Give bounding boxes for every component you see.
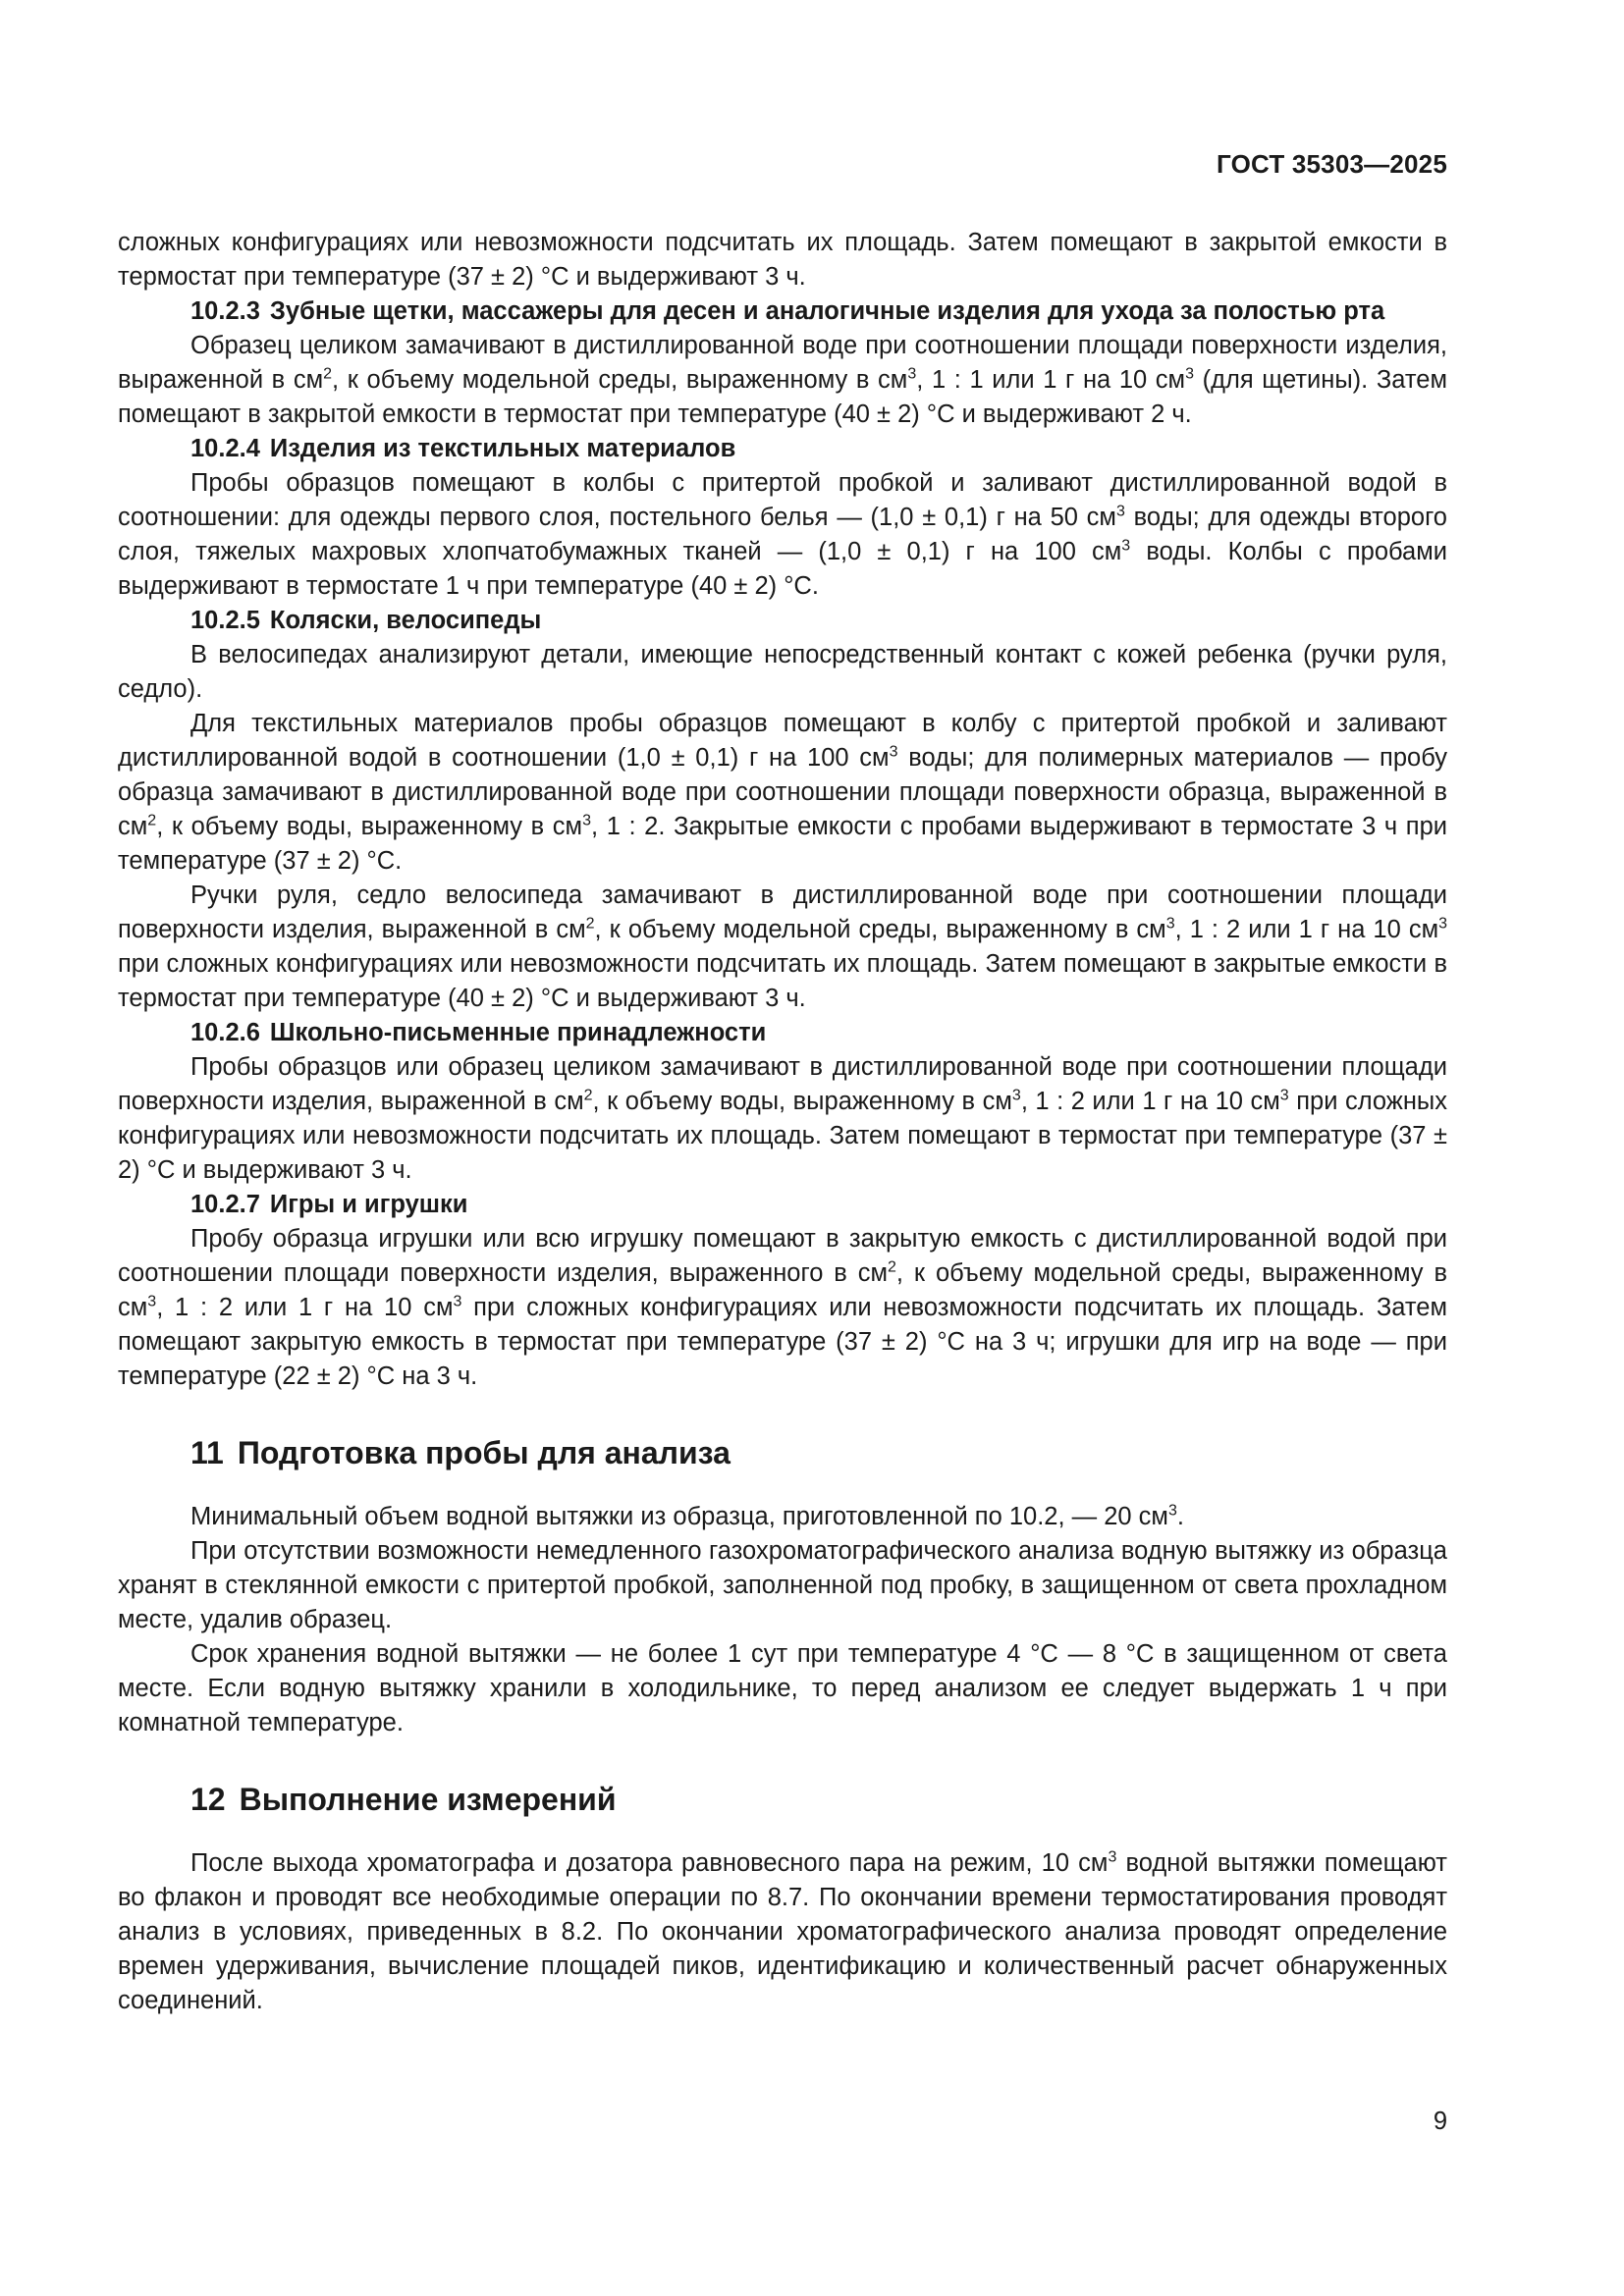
section-heading-12	[118, 1780, 1447, 1819]
subsection-number: 10.2.7	[190, 1191, 260, 1218]
subsection-heading-10-2-7	[118, 1188, 1447, 1222]
subsection-title: Изделия из текстильных материалов	[269, 435, 736, 462]
section-heading-11	[118, 1433, 1447, 1472]
subsection-title: Игры и игрушки	[269, 1191, 468, 1218]
page-number: 9	[1433, 2108, 1447, 2135]
section-number: 11	[190, 1435, 224, 1470]
subsection-heading-10-2-5	[118, 604, 1447, 638]
paragraph: Пробу образца игрушки или всю игрушку помещают в закрытую емкость с дистиллированной водой при соотношении площади поверхности изделия, выраженного в $см^2$, к объему модельной среды, выраженному в $см^3$, 1 : 2 или 1 г на 10 $см^3$ при сложных конфигурациях или невозможности подсчитать их площадь. Затем помещают закрытую емкость в термостат при температуре (37 ± 2) °С на 3 ч; игрушки для игр на воде — при температуре (22 ± 2) °С на 3 ч.	[118, 1225, 1447, 1390]
standard-designation: ГОСТ 35303—2025	[1217, 149, 1447, 179]
subsection-heading-10-2-4	[118, 432, 1447, 466]
paragraph: Для текстильных материалов пробы образцов помещают в колбу с притертой пробкой и заливают дистиллированной водой в соотношении (1,0 ± 0,1) г на 100 $см^3$ воды; для полимерных материалов — пробу образца замачивают в дистиллированной воде при соотношении площади поверхности образца, выраженной в $см^2$, к объему воды, выраженному в $см^3$, 1 : 2. Закрытые емкости с пробами выдерживают в термостате 3 ч при температуре (37 ± 2) °С.	[118, 710, 1448, 875]
paragraph: Срок хранения водной вытяжки — не более 1 сут при температуре 4 °С — 8 °С в защищенном от света месте. Если водную вытяжку хранили в холодильнике, то перед анализом ее следует выдержать 1 ч при комнатной температуре.	[118, 1640, 1447, 1736]
section-number: 12	[190, 1782, 226, 1817]
section-title: Выполнение измерений	[239, 1782, 617, 1817]
paragraph-continuation: сложных конфигурациях или невозможности подсчитать их площадь. Затем помещают в закрытой емкости в термостат при температуре (37 ± 2) °С и выдерживают 3 ч.	[118, 229, 1447, 291]
subsection-heading-10-2-3	[118, 294, 1447, 329]
page-body	[118, 226, 1447, 2018]
paragraph: Образец целиком замачивают в дистиллированной воде при соотношении площади поверхности изделия, выраженной в $см^2$, к объему модельной среды, выраженному в $см^3$, 1 : 1 или 1 г на 10 $см^3$ (для щетины). Затем помещают в закрытой емкости в термостат при температуре (40 ± 2) °С и выдерживают 2 ч.	[118, 332, 1447, 428]
subsection-number: 10.2.6	[190, 1019, 260, 1046]
subsection-title: Школьно-письменные принадлежности	[269, 1019, 767, 1046]
subsection-title: Коляски, велосипеды	[269, 607, 542, 634]
paragraph: Пробы образцов помещают в колбы с притертой пробкой и заливают дистиллированной водой в соотношении: для одежды первого слоя, постельного белья — (1,0 ± 0,1) г на 50 $см^3$ воды; для одежды второго слоя, тяжелых махровых хлопчатобумажных тканей — (1,0 ± 0,1) г на 100 $см^3$ воды. Колбы с пробами выдерживают в термостате 1 ч при температуре (40 ± 2) °С.	[118, 469, 1448, 600]
subsection-number: 10.2.4	[190, 435, 260, 462]
paragraph: Ручки руля, седло велосипеда замачивают в дистиллированной воде при соотношении площади поверхности изделия, выраженной в $см^2$, к объему модельной среды, выраженному в $см^3$, 1 : 2 или 1 г на 10 $см^3$ при сложных конфигурациях или невозможности подсчитать их площадь. Затем помещают в закрытые емкости в термостат при температуре (40 ± 2) °С и выдерживают 3 ч.	[118, 881, 1448, 1012]
paragraph: Минимальный объем водной вытяжки из образца, приготовленной по 10.2, — 20 $см^3$.	[190, 1502, 1184, 1530]
paragraph: После выхода хроматографа и дозатора равновесного пара на режим, 10 $см^3$ водной вытяжки помещают во флакон и проводят все необходимые операции по 8.7. По окончании времени термостатирования проводят анализ в условиях, приведенных в 8.2. По окончании хроматографического анализа проводят определение времен удерживания, вычисление площадей пиков, идентификацию и количественный расчет обнаруженных соединений.	[118, 1848, 1447, 2014]
subsection-title: Зубные щетки, массажеры для десен и аналогичные изделия для ухода за полостью рта	[269, 297, 1385, 325]
paragraph: Пробы образцов или образец целиком замачивают в дистиллированной воде при соотношении площади поверхности изделия, выраженной в $см^2$, к объему воды, выраженному в $см^3$, 1 : 2 или 1 г на 10 $см^3$ при сложных конфигурациях или невозможности подсчитать их площадь. Затем помещают в термостат при температуре (37 ± 2) °С и выдерживают 3 ч.	[118, 1053, 1448, 1184]
paragraph: При отсутствии возможности немедленного газохроматографического анализа водную вытяжку из образца хранят в стеклянной емкости с притертой пробкой, заполненной под пробку, в защищенном от света прохладном месте, удалив образец.	[118, 1537, 1447, 1633]
subsection-number: 10.2.3	[190, 297, 260, 325]
paragraph: В велосипедах анализируют детали, имеющие непосредственный контакт с кожей ребенка (ручки руля, седло).	[118, 641, 1447, 703]
section-title: Подготовка пробы для анализа	[237, 1435, 731, 1470]
subsection-number: 10.2.5	[190, 607, 260, 634]
subsection-heading-10-2-6	[118, 1016, 1447, 1050]
